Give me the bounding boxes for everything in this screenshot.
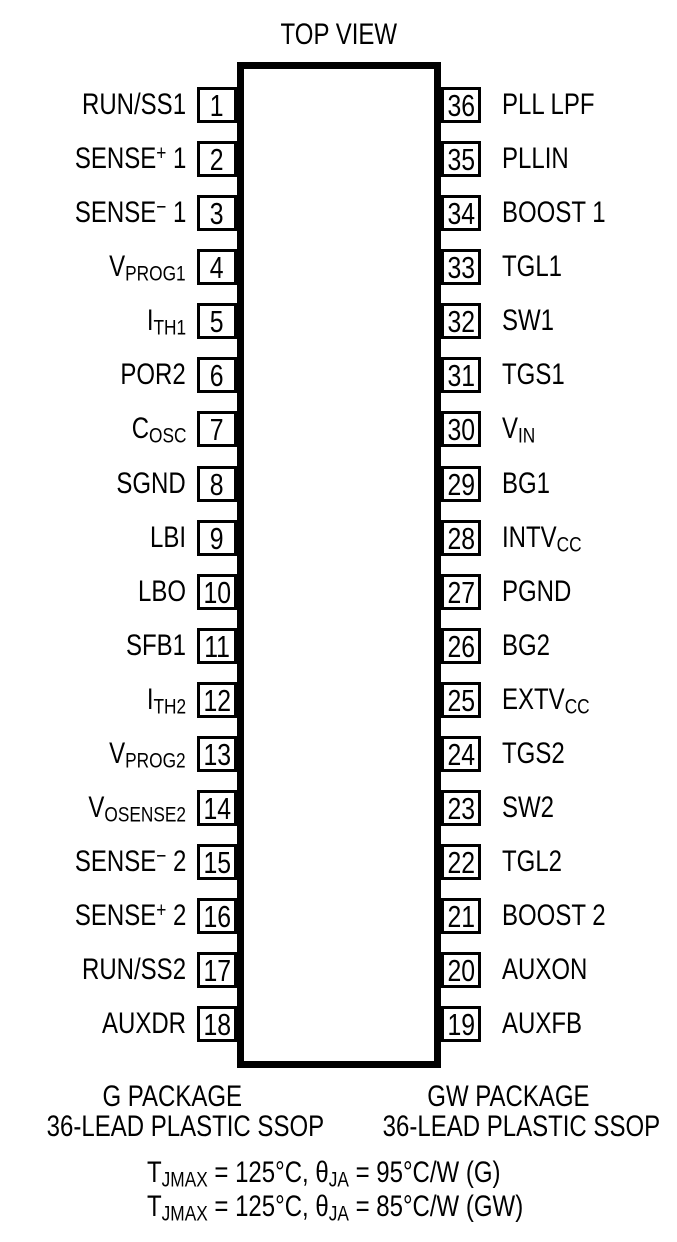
pin-33-label-text: TGL1 xyxy=(502,250,563,283)
pin-8-label xyxy=(0,466,186,502)
pin-11-label-text: SFB1 xyxy=(125,629,186,662)
pin-1-label xyxy=(0,87,186,123)
pin-15-number: 15 xyxy=(203,844,231,880)
pin-35-label xyxy=(502,141,677,177)
pin-25-label xyxy=(502,682,677,718)
pin-8-box xyxy=(197,466,237,502)
pin-7-number: 7 xyxy=(210,411,224,447)
pin-34-label-text: BOOST 1 xyxy=(502,196,606,229)
pin-18-number: 18 xyxy=(203,1006,231,1042)
pin-10-label xyxy=(0,574,186,610)
pin-20-number: 20 xyxy=(447,952,475,988)
pin-27-label-text: PGND xyxy=(502,575,572,608)
pin-11-label xyxy=(0,628,186,664)
pin-29-number: 29 xyxy=(447,466,475,502)
pin-14-number: 14 xyxy=(203,790,231,826)
pin-16-label-text: SENSE+ 2 xyxy=(74,896,186,932)
pin-14-label-text: $V_{OSENSE2}$ xyxy=(88,791,186,827)
thermal-note-gw: $T_{JMAX} = 125^\circ C$, $\theta_{JA} = 85^\circ C/W$ (GW) xyxy=(147,1190,524,1226)
pin-7-label xyxy=(0,411,186,447)
pin-22-label-text: TGL2 xyxy=(502,845,563,878)
pin-30-box xyxy=(441,411,481,447)
pin-18-label xyxy=(0,1006,186,1042)
pin-4-label-text: $V_{PROG1}$ xyxy=(109,250,186,286)
pin-1-number: 1 xyxy=(210,87,224,123)
pin-9-label-text: LBI xyxy=(149,521,186,554)
pin-24-number: 24 xyxy=(447,736,475,772)
pin-25-number: 25 xyxy=(447,682,475,718)
pin-32-label-text: SW1 xyxy=(502,304,555,337)
pin-19-label xyxy=(502,1006,677,1042)
pin-17-label-text: RUN/SS2 xyxy=(81,953,186,986)
pin-15-box xyxy=(197,844,237,880)
thermal-note-g: $T_{JMAX} = 125^\circ C$, $\theta_{JA} = 95^\circ C/W$ (G) xyxy=(147,1156,501,1192)
pin-23-label xyxy=(502,790,677,826)
pin-10-label-text: LBO xyxy=(137,575,186,608)
package-gw-desc: 36-LEAD PLASTIC SSOP xyxy=(382,1110,661,1143)
package-g-desc: 36-LEAD PLASTIC SSOP xyxy=(46,1110,325,1143)
pin-36-box xyxy=(441,87,481,123)
pin-3-label xyxy=(0,195,186,231)
pin-12-label-text: $I_{TH2}$ xyxy=(146,683,186,719)
pin-30-number: 30 xyxy=(447,411,475,447)
pin-30-label-text: $V_{IN}$ xyxy=(502,412,536,448)
pin-1-box xyxy=(197,87,237,123)
pin-28-box xyxy=(441,520,481,556)
pin-16-number: 16 xyxy=(203,898,231,934)
pin-17-label xyxy=(0,952,186,988)
pin-10-number: 10 xyxy=(203,574,231,610)
pin-11-number: 11 xyxy=(204,628,230,664)
pin-19-box xyxy=(441,1006,481,1042)
package-gw-name: GW PACKAGE xyxy=(426,1080,590,1113)
pin-20-box xyxy=(441,952,481,988)
pin-3-number: 3 xyxy=(210,195,224,231)
pin-14-label xyxy=(0,790,186,826)
pin-29-label xyxy=(502,466,677,502)
pin-4-box xyxy=(197,249,237,285)
pin-5-label-text: $I_{TH1}$ xyxy=(146,304,186,340)
pin-20-label xyxy=(502,952,677,988)
pin-29-box xyxy=(441,466,481,502)
top-view-text: TOP VIEW xyxy=(280,18,398,51)
pin-17-box xyxy=(197,952,237,988)
pin-22-number: 22 xyxy=(447,844,475,880)
pin-36-label-text: PLL LPF xyxy=(502,88,595,121)
pin-28-label-text: $INTV_{CC}$ xyxy=(502,521,582,557)
thermal-notes xyxy=(147,1156,617,1224)
pin-6-label-text: POR2 xyxy=(120,358,186,391)
pin-34-label xyxy=(502,195,677,231)
pin-3-box xyxy=(197,195,237,231)
pin-21-number: 21 xyxy=(447,898,475,934)
pin-31-label xyxy=(502,357,677,393)
pin-35-box xyxy=(441,141,481,177)
pin-26-box xyxy=(441,628,481,664)
pin-31-number: 31 xyxy=(447,357,475,393)
pin-13-label xyxy=(0,736,186,772)
pin-6-number: 6 xyxy=(210,357,224,393)
pin-31-label-text: TGS1 xyxy=(502,358,565,391)
top-view-label xyxy=(237,20,441,50)
pin-11-box xyxy=(197,628,237,664)
pin-24-label xyxy=(502,736,677,772)
pin-33-box xyxy=(441,249,481,285)
pin-8-number: 8 xyxy=(210,466,224,502)
pin-9-number: 9 xyxy=(210,520,224,556)
pin-2-label-text: SENSE+ 1 xyxy=(74,139,186,175)
pin-5-number: 5 xyxy=(210,303,224,339)
pin-31-box xyxy=(441,357,481,393)
pin-6-box xyxy=(197,357,237,393)
pin-10-box xyxy=(197,574,237,610)
pin-33-number: 33 xyxy=(447,249,475,285)
pin-34-number: 34 xyxy=(447,195,475,231)
pin-5-box xyxy=(197,303,237,339)
pin-28-label xyxy=(502,520,677,556)
pin-13-number: 13 xyxy=(203,736,231,772)
pin-8-label-text: SGND xyxy=(116,467,186,500)
pin-27-number: 27 xyxy=(447,574,475,610)
pin-33-label xyxy=(502,249,677,285)
pin-27-box xyxy=(441,574,481,610)
pin-32-number: 32 xyxy=(447,303,475,339)
pin-13-label-text: $V_{PROG2}$ xyxy=(109,737,186,773)
pin-5-label xyxy=(0,303,186,339)
pin-26-number: 26 xyxy=(447,628,475,664)
pin-29-label-text: BG1 xyxy=(502,467,551,500)
chip-body xyxy=(237,62,441,1068)
pin-1-label-text: RUN/SS1 xyxy=(81,88,186,121)
pin-32-label xyxy=(502,303,677,339)
pin-12-box xyxy=(197,682,237,718)
pin-9-label xyxy=(0,520,186,556)
pin-36-number: 36 xyxy=(447,87,475,123)
pin-30-label xyxy=(502,411,677,447)
pin-23-number: 23 xyxy=(447,790,475,826)
pin-12-label xyxy=(0,682,186,718)
pin-6-label xyxy=(0,357,186,393)
pin-3-label-text: SENSE− 1 xyxy=(74,193,186,229)
pin-9-box xyxy=(197,520,237,556)
pin-18-label-text: AUXDR xyxy=(101,1007,186,1040)
pin-16-label xyxy=(0,898,186,934)
pin-21-label-text: BOOST 2 xyxy=(502,899,606,932)
pin-21-box xyxy=(441,898,481,934)
pin-17-number: 17 xyxy=(203,952,231,988)
pin-35-label-text: PLLIN xyxy=(502,142,569,175)
pin-26-label-text: BG2 xyxy=(502,629,551,662)
pin-22-label xyxy=(502,844,677,880)
pin-21-label xyxy=(502,898,677,934)
pin-2-label xyxy=(0,141,186,177)
pin-24-label-text: TGS2 xyxy=(502,737,565,770)
pin-34-box xyxy=(441,195,481,231)
pin-32-box xyxy=(441,303,481,339)
pin-36-label xyxy=(502,87,677,123)
pin-28-number: 28 xyxy=(447,520,475,556)
pin-23-label-text: SW2 xyxy=(502,791,555,824)
pin-13-box xyxy=(197,736,237,772)
pin-20-label-text: AUXON xyxy=(502,953,588,986)
pin-26-label xyxy=(502,628,677,664)
pin-4-label xyxy=(0,249,186,285)
pin-23-box xyxy=(441,790,481,826)
pin-15-label xyxy=(0,844,186,880)
pin-16-box xyxy=(197,898,237,934)
pin-7-label-text: $C_{OSC}$ xyxy=(131,412,186,448)
pin-35-number: 35 xyxy=(447,141,475,177)
pin-15-label-text: SENSE− 2 xyxy=(74,842,186,878)
pin-2-number: 2 xyxy=(210,141,224,177)
package-g-block xyxy=(12,1082,332,1142)
pin-7-box xyxy=(197,411,237,447)
pin-19-label-text: AUXFB xyxy=(502,1007,583,1040)
pin-2-box xyxy=(197,141,237,177)
pin-18-box xyxy=(197,1006,237,1042)
pin-24-box xyxy=(441,736,481,772)
package-gw-block xyxy=(348,1082,668,1142)
pin-12-number: 12 xyxy=(203,682,231,718)
package-g-name: G PACKAGE xyxy=(102,1080,242,1113)
pin-22-box xyxy=(441,844,481,880)
pin-25-box xyxy=(441,682,481,718)
pin-14-box xyxy=(197,790,237,826)
pin-19-number: 19 xyxy=(447,1006,475,1042)
pin-25-label-text: $EXTV_{CC}$ xyxy=(502,683,590,719)
pin-27-label xyxy=(502,574,677,610)
pin-4-number: 4 xyxy=(210,249,224,285)
